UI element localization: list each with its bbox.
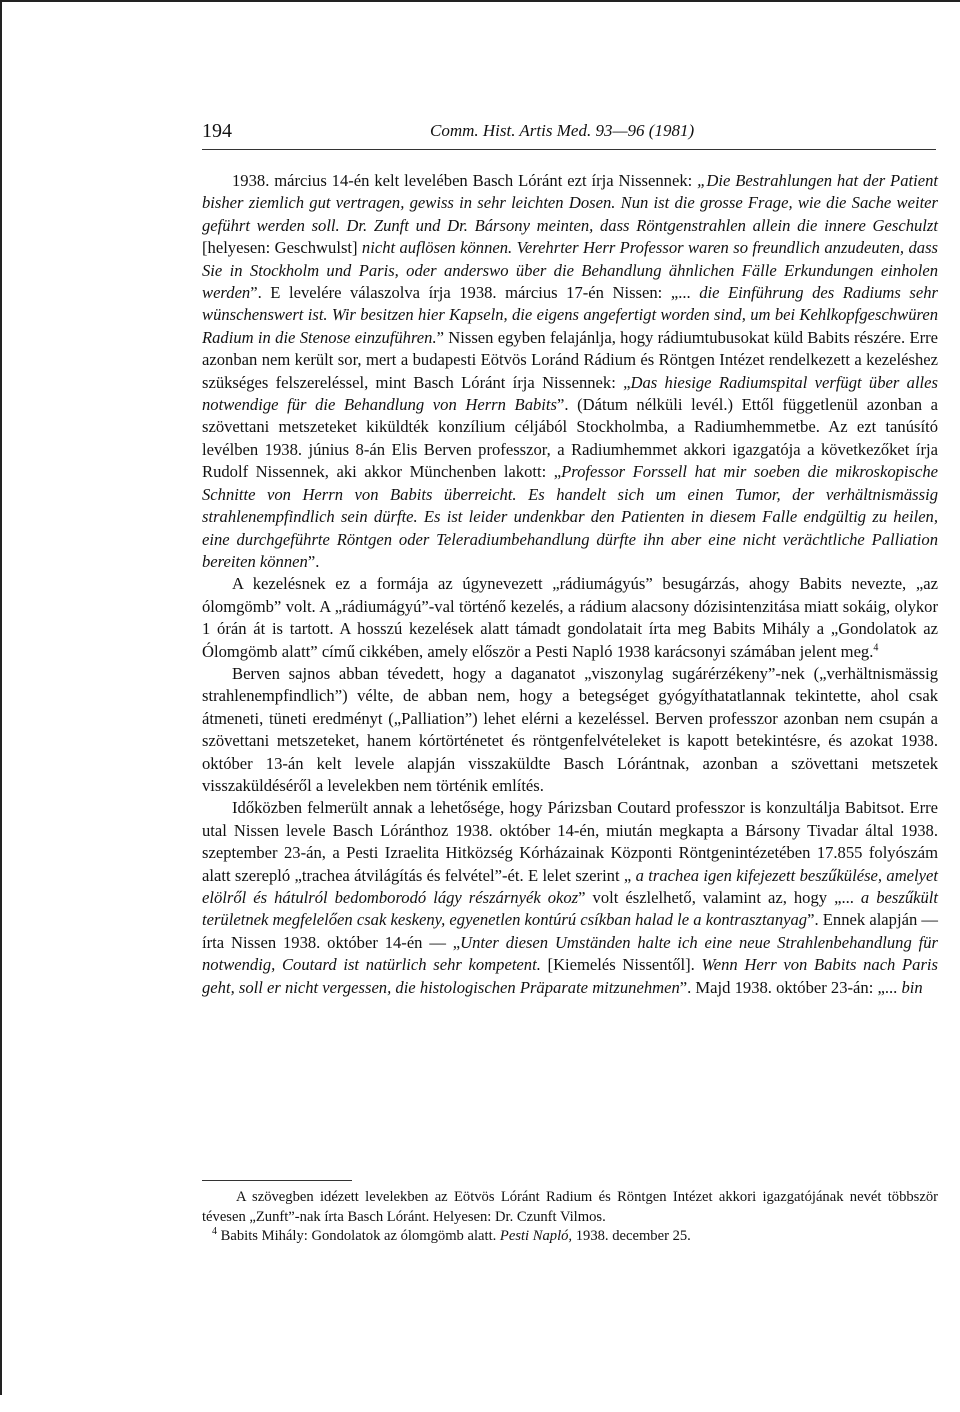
text-run: ”. Majd 1938. október 23-án: „... — [679, 977, 902, 997]
text-run: Babits Mihály: Gondolatok az ólomgömb alatt. — [217, 1228, 500, 1244]
header-rule — [202, 149, 936, 150]
journal-reference: Comm. Hist. Artis Med. 93—96 (1981) — [430, 121, 695, 140]
text-run: Professor Forssell hat mir soeben die mikroskopische Schnitte von Herrn von Babits überreicht. Es handelt sich um einen Tumor, der verhältnismässig strahlenempfindlich sein dürfte. Es ist leider undenkbar den Patienten in diesem Falle endgültig zu heilen, eine durchgeführte Röntgen oder Teleradiumbehandlung dürfte ihn aber eine nicht verächtliche Palliation bereiten können — [202, 462, 939, 571]
footnote-marker: 4 — [873, 642, 879, 653]
page-header — [202, 116, 936, 150]
text-run: 1938. december 25. — [572, 1228, 691, 1244]
footnote — [202, 1188, 938, 1227]
text-run: A szövegben idézett levelekben az Eötvös Lóránt Radium és Röntgen Intézet akkori igazgatójának nevét többször tévesen „Zunft”-nak írta Basch Lóránt. Helyesen: Dr. Czunft Vilmos. — [202, 1189, 938, 1225]
paragraph — [202, 170, 938, 573]
paragraph — [202, 573, 938, 663]
text-run: die Einführung des Radiums sehr wünschenswert ist. Wir besitzen hier Kapseln, die eigens angefertigt worden sind, um bei Kehlkopfgeschwüren Radium in die Stenose einzuführen. — [202, 283, 938, 347]
text-run: nicht auflösen können. Verehrter Herr Professor waren so freundlich anzudeuten, dass Sie in Stockholm und Paris, oder anderswo über die Behandlung ähnlichen Fälle Erkundungen einholen werden — [202, 238, 938, 303]
text-run: Berven sajnos abban tévedett, hogy a daganatot „viszonylag sugárérzékeny”-nek („verhältnismässig strahlenempfindlich”) vélte, de abban nem, hogy a betegséget gyógyíthatatlannak tekintette, ahol csak átmeneti, tüneti eredményt („Palliation”) lehet elérni a kezeléssel. Berven professzor azonban nem csupán a szövettani metszeteket, hanem kórtörténetet és röntgenfelvételeket is kapott betekintésre, és azokat 1938. október 13-án kelt levele alapján visszaküldte Basch Lórántnak, azonban a szövettani metszetek visszaküldéséről a levelekben nem történik említés. — [202, 663, 938, 795]
text-run: Wenn Herr von Babits nach Paris geht, soll er nicht vergessen, die histologischen Präparate mitzunehmen — [202, 955, 938, 997]
text-run: 1938. március 14-én kelt levelében Basch Lóránt ezt írja Nissennek: — [232, 171, 698, 190]
text-run: ”. — [307, 551, 320, 571]
paragraph — [202, 797, 938, 999]
text-run: a beszűkült területnek megfelelően csak keskeny, egyenetlen kontúrú csíkban halad le a kontrasztanyag — [202, 888, 938, 930]
text-run: ”. (Dátum nélküli levél.) Ettől függetlenül azonban a szövettani metszeteket kiküldték konzílium céljából Stockholmba, a Radiumhemmetbe. Az ezt tanúsító levélben 1938. június 8-án Elis Berven professzor, a Radiumhemmet akkori igazgatója a következőket írja Rudolf Nissennek, aki akkor Münchenben lakott: „ — [202, 395, 938, 482]
text-run: ” volt észlelhető, valamint az, hogy „... — [578, 888, 861, 907]
text-run: [Kiemelés Nissentől]. — [540, 955, 702, 975]
paragraph — [202, 663, 938, 797]
scan-border-top — [0, 0, 960, 2]
body-text — [202, 170, 938, 999]
text-run: Pesti Napló, — [499, 1228, 573, 1244]
text-run: a trachea igen kifejezett beszűkülése, amelyet elölről és hátulról bedomborodó lágy részárnyék okoz — [202, 865, 938, 907]
text-run: ”. E levelére válaszolva írja 1938. március 17-én Nissen: „... — [250, 283, 700, 303]
footnote-rule — [202, 1180, 352, 1181]
text-run: „Die Bestrahlungen hat der Patient bisher ziemlich gut vertragen, gewiss in sehr leichten Dosen. Nun ist die grosse Frage, wie die Sache weiter geführt werden soll. Dr. Zunft und Dr. Bársony meinten, dass Röntgenstrahlen allein die innere Geschulzt — [202, 171, 938, 235]
text-run: Das hiesige Radiumspital verfügt über alles notwendige für die Behandlung von Herrn Babits — [202, 372, 938, 415]
text-run: A kezelésnek ez a formája az úgynevezett „rádiumágyús” besugárzás, ahogy Babits nevezte, „az ólomgömb” volt. A „rádiumágyú”-val történő kezelés, a rádium alacsony dózisintenzitása miatt sokáig, olykor 1 órán át is tartott. A hosszú kezelések alatt támadt gondolatait írta meg Babits Mihály a „Gondolatok az Ólomgömb alatt” című cikkében, amely először a Pesti Napló 1938 karácsonyi számában jelent meg. — [202, 574, 938, 661]
text-run: Időközben felmerült annak a lehetősége, hogy Párizsban Coutard professzor is konzultálja Babitsot. Erre utal Nissen levele Basch Lóránthoz 1938. október 14-én, miután megkapta a Bársony Tivadar által 1938. szeptember 23-án, a Pesti Izraelita Hitközség Kórházainak Központi Röntgenintézetében 17.855 folyószám alatt szerepló „trachea átvilágítás és felvétel”-ét. E lelet szerint „ — [202, 798, 938, 885]
footnote-marker: 4 — [212, 1226, 217, 1238]
text-run: ” Nissen egyben felajánlja, hogy rádiumtubusokat küld Babits részére. Erre azonban nem került sor, mert a budapesti Eötvös Loránd Rádium és Röntgen Intézet rendelkezett a kezeléshez szükséges felszereléssel, mint Basch Lóránt írja Nissennek: „ — [202, 327, 938, 392]
text-run: ”. Ennek alapján — írta Nissen 1938. október 14-én — „ — [202, 910, 938, 952]
footnotes — [202, 1188, 938, 1247]
text-run: bin — [901, 977, 923, 997]
footnote — [202, 1227, 938, 1247]
text-run: [helyesen: Geschwulst] — [202, 238, 362, 258]
text-run: Unter diesen Umständen halte ich eine neue Strahlenbehandlung für notwendig, Coutard ist natürlich sehr kompetent. — [202, 932, 938, 975]
scan-border-left — [0, 0, 2, 1395]
page-number: 194 — [202, 120, 232, 142]
